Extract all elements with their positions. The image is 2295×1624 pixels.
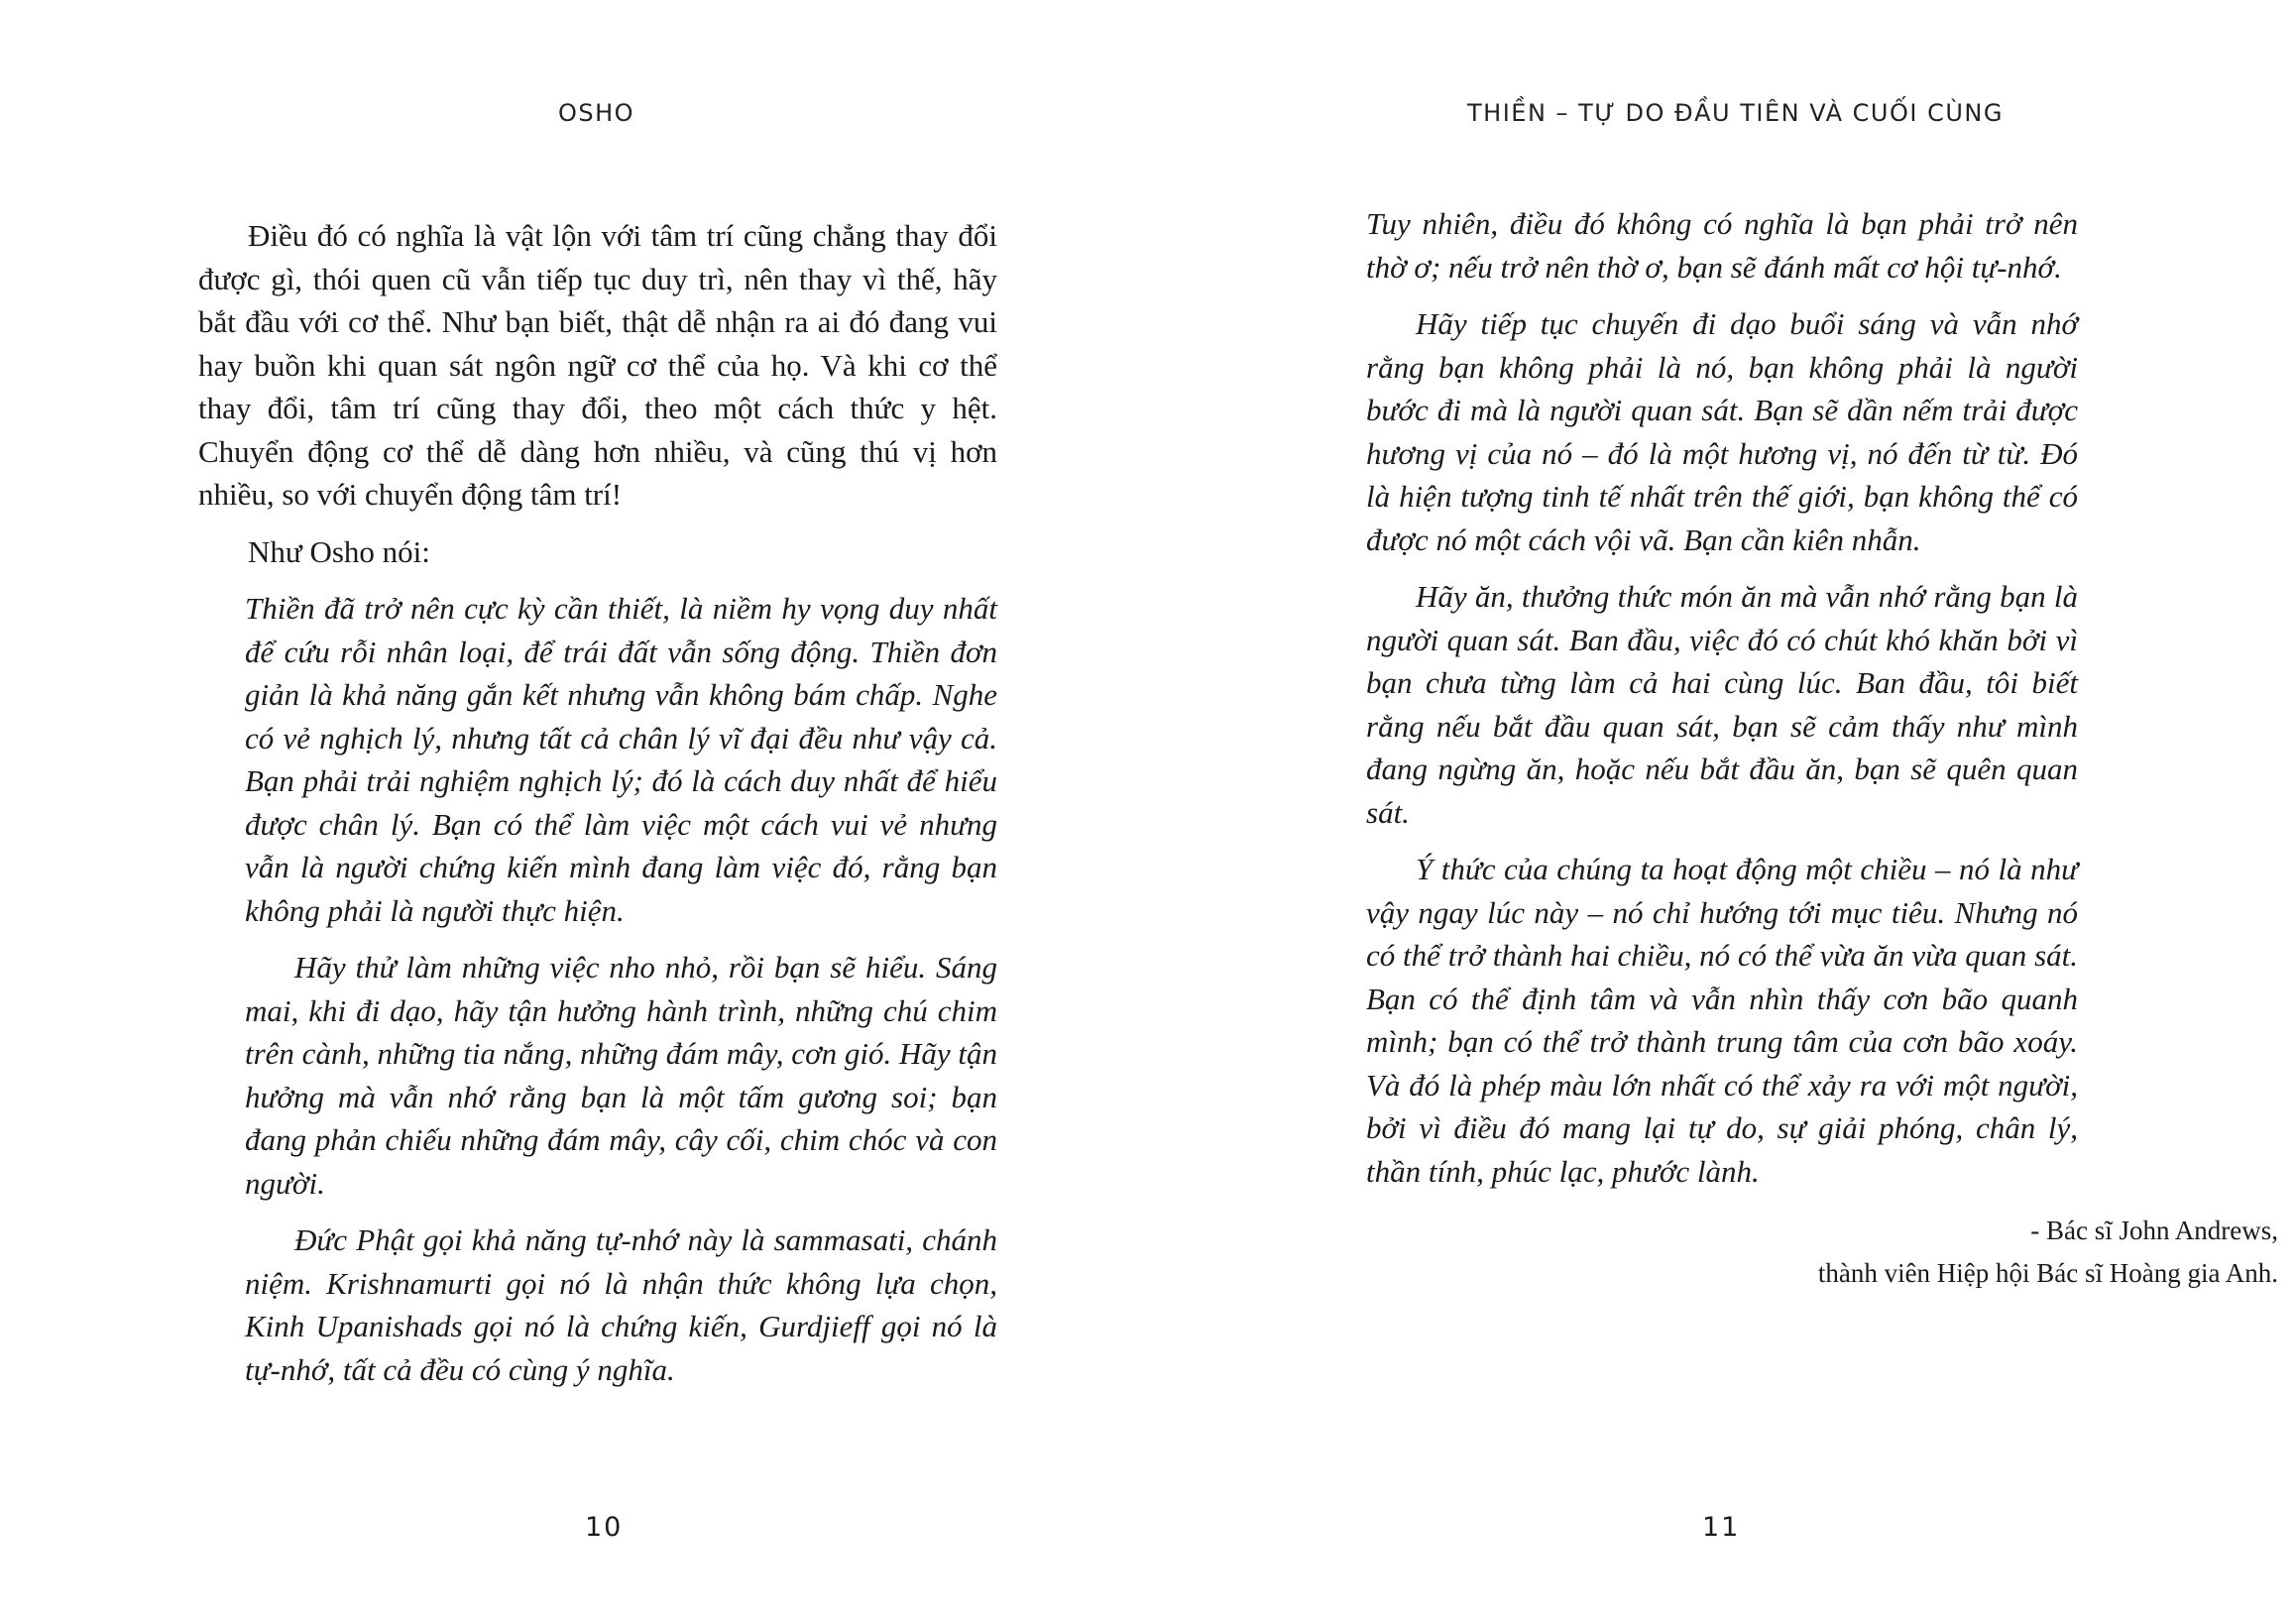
quote-paragraph-2: Hãy thử làm những việc nho nhỏ, rồi bạn sẽ hiểu. Sáng mai, khi đi dạo, hãy tận hưởng hành trình, những chú chim trên cành, những tia nắng, những đám mây, cơn gió. Hãy tận hưởng mà vẫn nhớ rằng bạn là một tấm gương soi; bạn đang phản chiếu những đám mây, cây cối, chim chóc và con người. <box>245 950 997 1201</box>
right-body-text <box>1366 202 2078 1193</box>
running-head-author: OSHO <box>558 99 635 127</box>
quote-lead-in: Như Osho nói: <box>248 533 430 569</box>
quote-paragraph-1: Thiền đã trở nên cực kỳ cần thiết, là niềm hy vọng duy nhất để cứu rỗi nhân loại, để trái đất vẫn sống động. Thiền đơn giản là khả năng gắn kết nhưng vẫn không bám chấp. Nghe có vẻ nghịch lý, nhưng tất cả chân lý vĩ đại đều như vậy cả. Bạn phải trải nghiệm nghịch lý; đó là cách duy nhất để hiểu được chân lý. Bạn có thể làm việc một cách vui vẻ nhưng vẫn là người chứng kiến mình đang làm việc đó, rằng bạn không phải là người thực hiện. <box>245 591 997 928</box>
osho-quote-block <box>245 587 997 1391</box>
attribution-name: - Bác sĩ John Andrews, <box>2030 1216 2278 1245</box>
page-number-left: 10 <box>585 1512 624 1543</box>
right-page <box>1147 0 2295 1624</box>
quote-paragraph-3: Đức Phật gọi khả năng tự-nhớ này là sammasati, chánh niệm. Krishnamurti gọi nó là nhận thức không lựa chọn, Kinh Upanishads gọi nó là chứng kiến, Gurdjieff gọi nó là tự-nhớ, tất cả đều có cùng ý nghĩa. <box>245 1222 997 1387</box>
right-paragraph-2: Hãy tiếp tục chuyến đi dạo buổi sáng và vẫn nhớ rằng bạn không phải là nó, bạn không phải là người bước đi mà là người quan sát. Bạn sẽ dần nếm trải được hương vị của nó – đó là một hương vị, nó đến từ từ. Đó là hiện tượng tinh tế nhất trên thế giới, bạn không thể có được nó một cách vội vã. Bạn cần kiên nhẫn. <box>1366 306 2078 557</box>
intro-paragraph: Điều đó có nghĩa là vật lộn với tâm trí cũng chẳng thay đổi được gì, thói quen cũ vẫn tiếp tục duy trì, nên thay vì thế, hãy bắt đầu với cơ thể. Như bạn biết, thật dễ nhận ra ai đó đang vui hay buồn khi quan sát ngôn ngữ cơ thể của họ. Và khi cơ thể thay đổi, tâm trí cũng thay đổi, theo một cách thức y hệt. Chuyển động cơ thể dễ dàng hơn nhiều, và cũng thú vị hơn nhiều, so với chuyển động tâm trí! <box>198 218 997 512</box>
attribution-affiliation: thành viên Hiệp hội Bác sĩ Hoàng gia Anh. <box>1817 1258 2278 1288</box>
attribution <box>1366 1210 2278 1295</box>
left-body-text <box>198 214 997 1391</box>
right-paragraph-1: Tuy nhiên, điều đó không có nghĩa là bạn phải trở nên thờ ơ; nếu trở nên thờ ơ, bạn sẽ đánh mất cơ hội tự-nhớ. <box>1366 206 2078 285</box>
page-number-right: 11 <box>1702 1512 1741 1543</box>
right-paragraph-4: Ý thức của chúng ta hoạt động một chiều – nó là như vậy ngay lúc này – nó chỉ hướng tới mục tiêu. Nhưng nó có thể trở thành hai chiều, nó có thể vừa ăn vừa quan sát. Bạn có thể định tâm và vẫn nhìn thấy cơn bão quanh mình; bạn có thể trở thành trung tâm của cơn bão xoáy. Và đó là phép màu lớn nhất có thể xảy ra với một người, bởi vì điều đó mang lại tự do, sự giải phóng, chân lý, thần tính, phúc lạc, phước lành. <box>1366 852 2078 1189</box>
running-head-title: THIỀN – TỰ DO ĐẦU TIÊN VÀ CUỐI CÙNG <box>1467 99 2004 127</box>
right-paragraph-3: Hãy ăn, thưởng thức món ăn mà vẫn nhớ rằng bạn là người quan sát. Ban đầu, việc đó có chút khó khăn bởi vì bạn chưa từng làm cả hai cùng lúc. Ban đầu, tôi biết rằng nếu bắt đầu quan sát, bạn sẽ cảm thấy như mình đang ngừng ăn, hoặc nếu bắt đầu ăn, bạn sẽ quên quan sát. <box>1366 579 2078 830</box>
left-page <box>0 0 1147 1624</box>
